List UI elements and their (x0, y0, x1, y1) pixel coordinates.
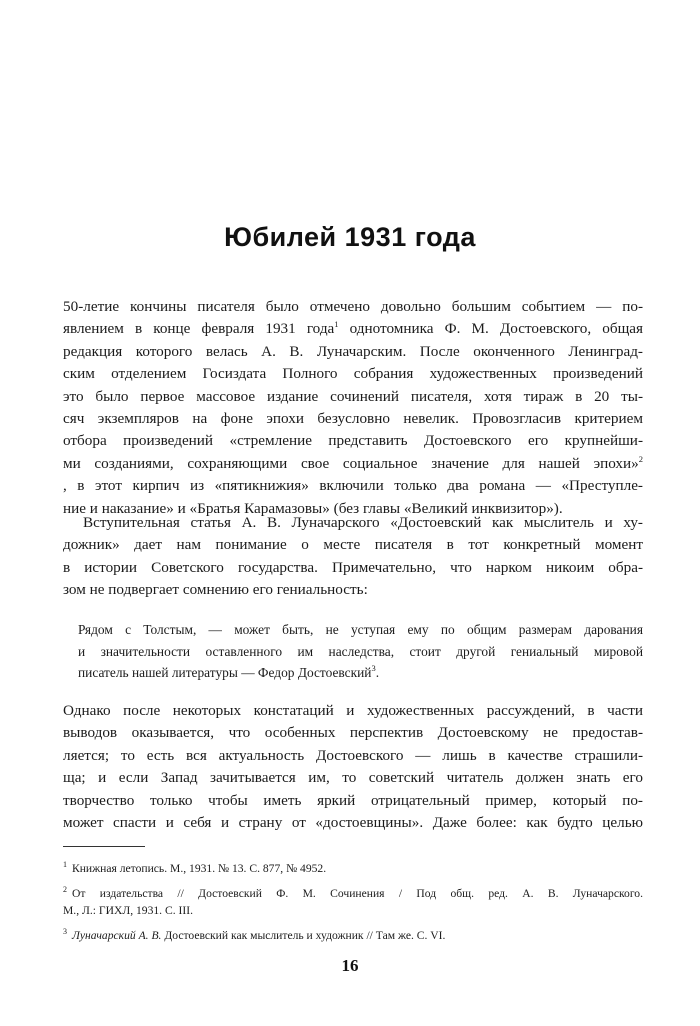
chapter-title: Юбилей 1931 года (224, 222, 476, 252)
text-line: ским отделением Госиздата Полного собрания художественных произведений (63, 365, 643, 383)
footnotes (63, 860, 643, 952)
text-line: ща; и если Запад зачитывается им, то советский читатель должен знать его (63, 769, 643, 787)
footnote-ref-2[interactable]: 2 (638, 453, 643, 464)
footnote-author: Луначарский А. В. (72, 929, 162, 942)
text-line: дожник» дает нам понимание о месте писателя в тот конкретный момент (63, 536, 643, 554)
text-line: Вступительная статья А. В. Луначарского «Достоевский как мыслитель и ху- (83, 514, 643, 531)
quote-line: Рядом с Толстым, — может быть, не уступая ему по общим размерам дарования (78, 622, 643, 637)
footnote-line: М., Л.: ГИХЛ, 1931. С. III. (63, 904, 193, 917)
quote-line: и значительности оставленного им наследства, стоит другой гениальный мировой (78, 643, 643, 659)
paragraph-3 (63, 700, 643, 834)
text-line: явлением в конце февраля 1931 года$^1$ однотомника Ф. М. Достоевского, общая (63, 319, 643, 338)
block-quote (78, 619, 643, 684)
page-number: 16 (341, 956, 359, 975)
text-line: может спасти и себя и страну от «достоевщины». Даже более: как будто целью (63, 814, 643, 832)
paragraph-2 (63, 512, 643, 602)
text-line: , в этот кирпич из «пятикнижия» включили только два романа — «Преступле- (63, 477, 643, 495)
footnote-3 (63, 927, 643, 944)
footnote-ref-1[interactable]: 1 (334, 319, 339, 330)
text-line: Однако после некоторых констатаций и художественных рассуждений, в части (63, 702, 643, 719)
footnote-1 (63, 860, 643, 877)
quote-line: писатель нашей литературы — Федор Достоевский$^3$. (78, 663, 380, 681)
footnote-2 (63, 885, 643, 919)
text-line: ние и наказание» и «Братья Карамазовы» (без главы «Великий инквизитор»). (63, 499, 563, 517)
footnote-line: $^1$ Книжная летопись. М., 1931. № 13. С. 877, № 4952. (63, 860, 327, 875)
text-line: выводов оказывается, что особенных перспектив Достоевскому не предостав- (63, 724, 643, 742)
footnote-number: 3 (63, 927, 67, 936)
text-line: зом не подвергает сомнению его гениальность: (63, 581, 368, 599)
text-line: ляется; то есть вся актуальность Достоевского — лишь в качестве страшили- (63, 746, 643, 764)
footnote-ref-3[interactable]: 3 (371, 663, 376, 674)
text-line: редакция которого велась А. В. Луначарским. После оконченного Ленинград- (63, 342, 643, 360)
text-line: в истории Советского государства. Примечательно, что нарком никоим обра- (63, 558, 643, 576)
footnote-number: 1 (63, 860, 67, 869)
text-line: отбора произведений «стремление представить Достоевского его крупнейши- (63, 432, 643, 450)
footnote-number: 2 (63, 885, 67, 894)
footnote-divider (63, 846, 145, 847)
text-line: ми созданиями, сохраняющими свое социальное значение для нашей эпохи»$^2$ (63, 453, 643, 472)
paragraph-1 (63, 296, 643, 520)
footnote-line: $^2$ От издательства // Достоевский Ф. М. Сочинения / Под общ. ред. А. В. Луначарского. (63, 885, 643, 900)
text-line: это было первое массовое издание сочинений писателя, хотя тираж в 20 ты- (63, 387, 643, 405)
footnote-line: $^3$ Луначарский А. В. Достоевский как мыслитель и художник // Там же. С. VI. (63, 927, 446, 942)
text-line: творчество только чтобы иметь яркий отрицательный пример, который по- (63, 791, 643, 809)
text-line: сяч экземпляров на фоне эпохи безусловно невелик. Провозгласив критерием (63, 410, 643, 428)
text-line: 50-летие кончины писателя было отмечено довольно большим событием — по- (63, 298, 643, 315)
